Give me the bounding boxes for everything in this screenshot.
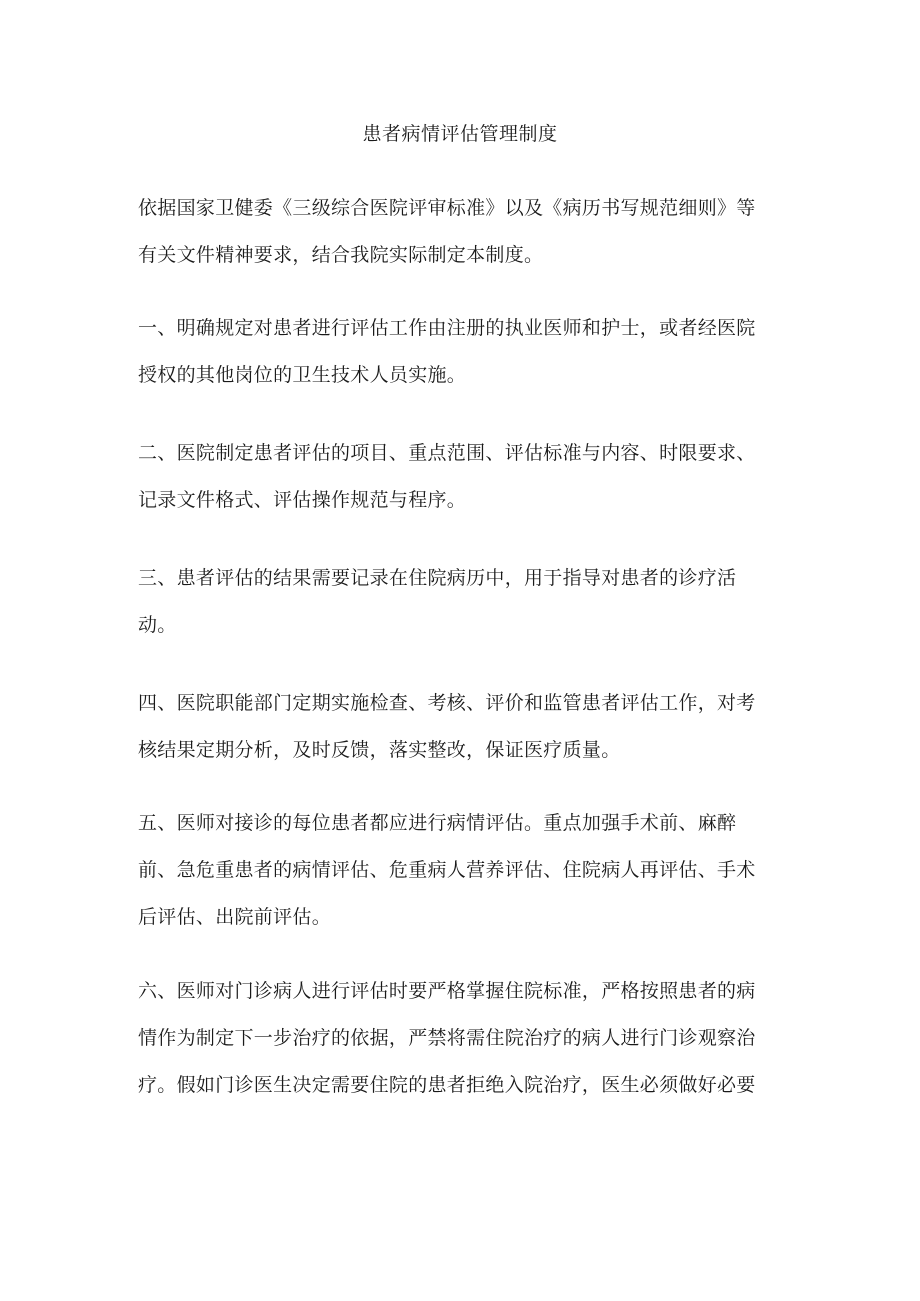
paragraph-item-5: [138, 800, 788, 941]
paragraph-line: 有关文件精神要求，结合我院实际制定本制度。: [138, 244, 544, 266]
paragraph-line: 记录文件格式、评估操作规范与程序。: [138, 489, 467, 511]
paragraph-line: 后评估、出院前评估。: [138, 906, 332, 928]
paragraph-item-2: [138, 430, 788, 524]
paragraph-line: 依据国家卫健委《三级综合医院评审标准》以及《病历书写规范细则》等: [138, 197, 756, 219]
paragraph-line: 疗。假如门诊医生决定需要住院的患者拒绝入院治疗，医生必须做好必要: [138, 1074, 756, 1096]
paragraph-item-6: [138, 968, 788, 1109]
paragraph-line: 四、医院职能部门定期实施检查、考核、评价和监管患者评估工作，对考: [138, 692, 756, 714]
paragraph-line: 六、医师对门诊病人进行评估时要严格掌握住院标准，严格按照患者的病: [138, 980, 756, 1002]
paragraph-line: 前、急危重患者的病情评估、危重病人营养评估、住院病人再评估、手术: [138, 859, 756, 881]
paragraph-line: 五、医师对接诊的每位患者都应进行病情评估。重点加强手术前、麻醉: [138, 812, 737, 834]
paragraph-intro: [138, 185, 788, 279]
paragraph-line: 核结果定期分析，及时反馈，落实整改，保证医疗质量。: [138, 739, 621, 761]
paragraph-line: 动。: [138, 614, 177, 636]
paragraph-line: 授权的其他岗位的卫生技术人员实施。: [138, 364, 467, 386]
paragraph-item-3: [138, 555, 788, 649]
paragraph-item-4: [138, 680, 788, 774]
paragraph-line: 三、患者评估的结果需要记录在住院病历中，用于指导对患者的诊疗活: [138, 567, 737, 589]
document-title: 患者病情评估管理制度: [362, 123, 558, 145]
paragraph-line: 一、明确规定对患者进行评估工作由注册的执业医师和护士，或者经医院: [138, 317, 756, 339]
paragraph-line: 情作为制定下一步治疗的依据，严禁将需住院治疗的病人进行门诊观察治: [138, 1027, 756, 1049]
paragraph-line: 二、医院制定患者评估的项目、重点范围、评估标准与内容、时限要求、: [138, 442, 756, 464]
paragraph-item-1: [138, 305, 788, 399]
